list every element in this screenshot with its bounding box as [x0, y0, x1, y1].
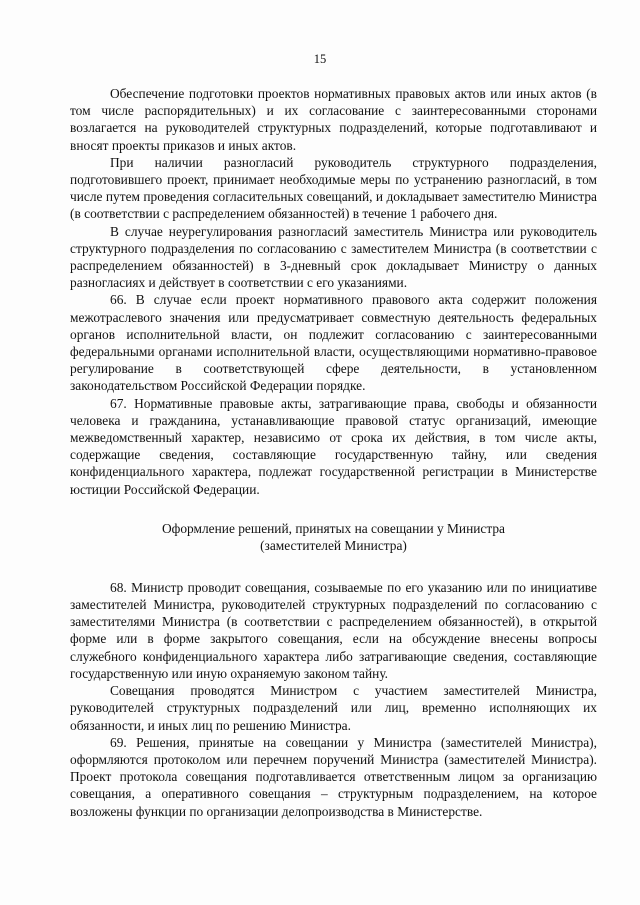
paragraph: Обеспечение подготовки проектов нормативных правовых актов или иных актов (в том числе распорядительных) и их согласование с заинтересованными сторонами возлагается на руководителей структурных подразделений, которые подготавливают и вносят проекты приказов и иных актов.	[70, 86, 597, 153]
paragraph: При наличии разногласий руководитель структурного подразделения, подготовившего проект, принимает необходимые меры по устранению разногласий, в том числе путем проведения согласительных совещаний, и докладывает заместителю Министра (в соответствии с распределением обязанностей) в течение 1 рабочего дня.	[70, 154, 597, 222]
paragraph-66: 66. В случае если проект нормативного правового акта содержит положения межотраслевого значения или предусматривает совместную деятельность федеральных органов исполнительной власти, он подлежит согласованию с заинтересованными федеральными органами исполнительной власти, осуществляющими нормативно-правовое регулирование в соответствующей сфере деятельности, в установленном законодательством Российской Федерации порядке.	[70, 292, 597, 394]
page-number: 15	[313, 52, 327, 66]
section-heading	[70, 520, 597, 555]
paragraph-67: 67. Нормативные правовые акты, затрагивающие права, свободы и обязанности человека и гражданина, устанавливающие правовой статус организаций, имеющие межведомственный характер, независимо от срока их действия, в том числе акты, содержащие сведения, составляющие государственную тайну, или сведения конфиденциального характера, подлежат государственной регистрации в Министерстве юстиции Российской Федерации.	[70, 395, 597, 497]
section-heading-line-1: Оформление решений, принятых на совещании у Министра	[161, 520, 506, 536]
paragraph-68: 68. Министр проводит совещания, созываемые по его указанию или по инициативе заместителей Министра, руководителей структурных подразделений по согласованию с заместителями Министра (в соответствии с распределением обязанностей), в открытой форме или в форме закрытого совещания, если на обсуждение внесены вопросы служебного конфиденциального характера либо затрагивающие сведения, составляющие государственную или иную охраняемую законом тайну.	[70, 579, 597, 681]
document-body	[70, 85, 597, 820]
paragraph: Совещания проводятся Министром с участием заместителей Министра, руководителей структурных подразделений или лиц, временно исполняющих их обязанности, и иных лиц по решению Министра.	[70, 683, 597, 733]
paragraph: В случае неурегулирования разногласий заместитель Министра или руководитель структурного подразделения по согласованию с заместителем Министра (в соответствии с распределением обязанностей) в 3-дневный срок докладывает Министру о данных разногласиях и действует в соответствии с его указаниями.	[70, 223, 597, 291]
paragraph-69: 69. Решения, принятые на совещании у Министра (заместителей Министра), оформляются протоколом или перечнем поручений Министра (заместителей Министра). Проект протокола совещания подготавливается ответственным лицом за организацию совещания, а оперативного совещания – структурным подразделением, на которое возложены функции по организации делопроизводства в Министерстве.	[70, 734, 597, 819]
section-heading-line-2: (заместителей Министра)	[260, 538, 407, 554]
